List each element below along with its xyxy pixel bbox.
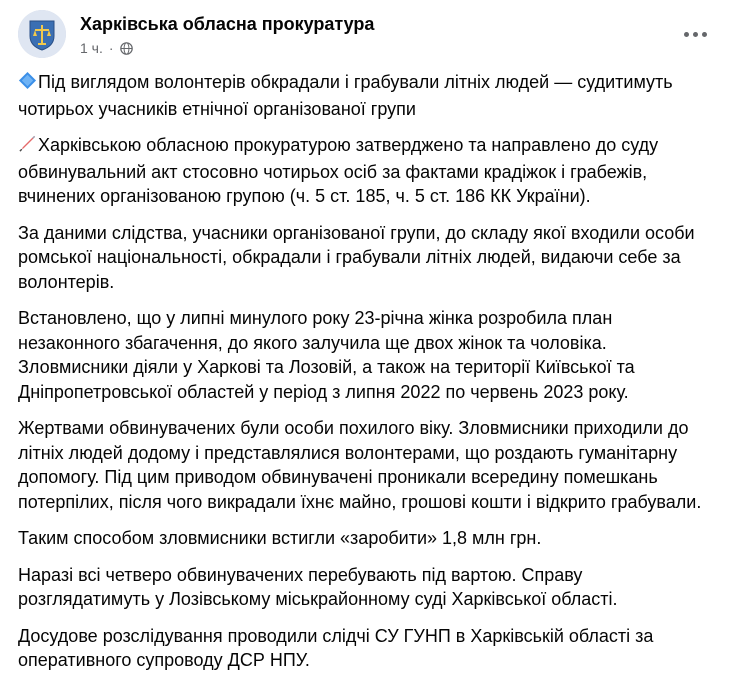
- post-paragraph: Наразі всі четверо обвинувачених перебувають під вартою. Справу розглядатимуть у Лозівському міськрайонному суді Харківської області.: [18, 564, 618, 609]
- paragraph-text: Харківською обласною прокуратурою затверджено та направлено до суду обвинувальний акт стосовно чотирьох осіб за фактами крадіжок і грабежів, вчинених організованою групою (ч. 5 ст. 185, ч. 5 ст. 186 КК України).: [18, 135, 659, 206]
- more-options-icon[interactable]: [677, 16, 713, 52]
- pen-icon: [18, 134, 37, 160]
- post-paragraph: Досудове розслідування проводили слідчі СУ ГУНП в Харківській області за оперативного супроводу ДСР НПУ.: [18, 625, 654, 670]
- post-paragraph: Жертвами обвинувачених були особи похилого віку. Зловмисники приходили до літніх людей додому і представлялися волонтерами, що роздають гуманітарну допомогу. Під цим приводом обвинувачені проникали всередину помешкань потерпілих, після чого викрадали їхнє майно, грошові кошти і відкрито грабували.: [18, 418, 702, 512]
- page-name[interactable]: Харківська обласна прокуратура: [80, 14, 375, 34]
- globe-icon[interactable]: [120, 42, 133, 55]
- post-meta: [80, 40, 133, 56]
- post-text: [18, 70, 718, 685]
- paragraph-text: Під виглядом волонтерів обкрадали і грабували літніх людей — судитимуть чотирьох учасників етнічної організованої групи: [18, 72, 673, 119]
- prosecutor-emblem-icon[interactable]: [18, 10, 66, 58]
- blue-diamond-icon: [18, 71, 37, 97]
- meta-separator: ·: [108, 40, 114, 56]
- post-paragraph: За даними слідства, учасники організованої групи, до складу якої входили особи ромської національності, обкрадали і грабували літніх людей, видаючи себе за волонтерів.: [18, 222, 695, 292]
- post-paragraph: [18, 133, 718, 209]
- post-paragraph: Таким способом зловмисники встигли «заробити» 1,8 млн грн.: [18, 528, 542, 548]
- post-paragraph: Встановлено, що у липні минулого року 23-річна жінка розробила план незаконного збагачення, до якого залучила ще двох жінок та чоловіка. Зловмисники діяли у Харкові та Лозовій, а також на території Київської та Дніпропетровської областей у період з липня 2022 по червень 2023 року.: [18, 308, 635, 402]
- post-header: [18, 10, 713, 62]
- post-headline: [18, 70, 718, 121]
- post-time[interactable]: 1 ч.: [80, 40, 103, 56]
